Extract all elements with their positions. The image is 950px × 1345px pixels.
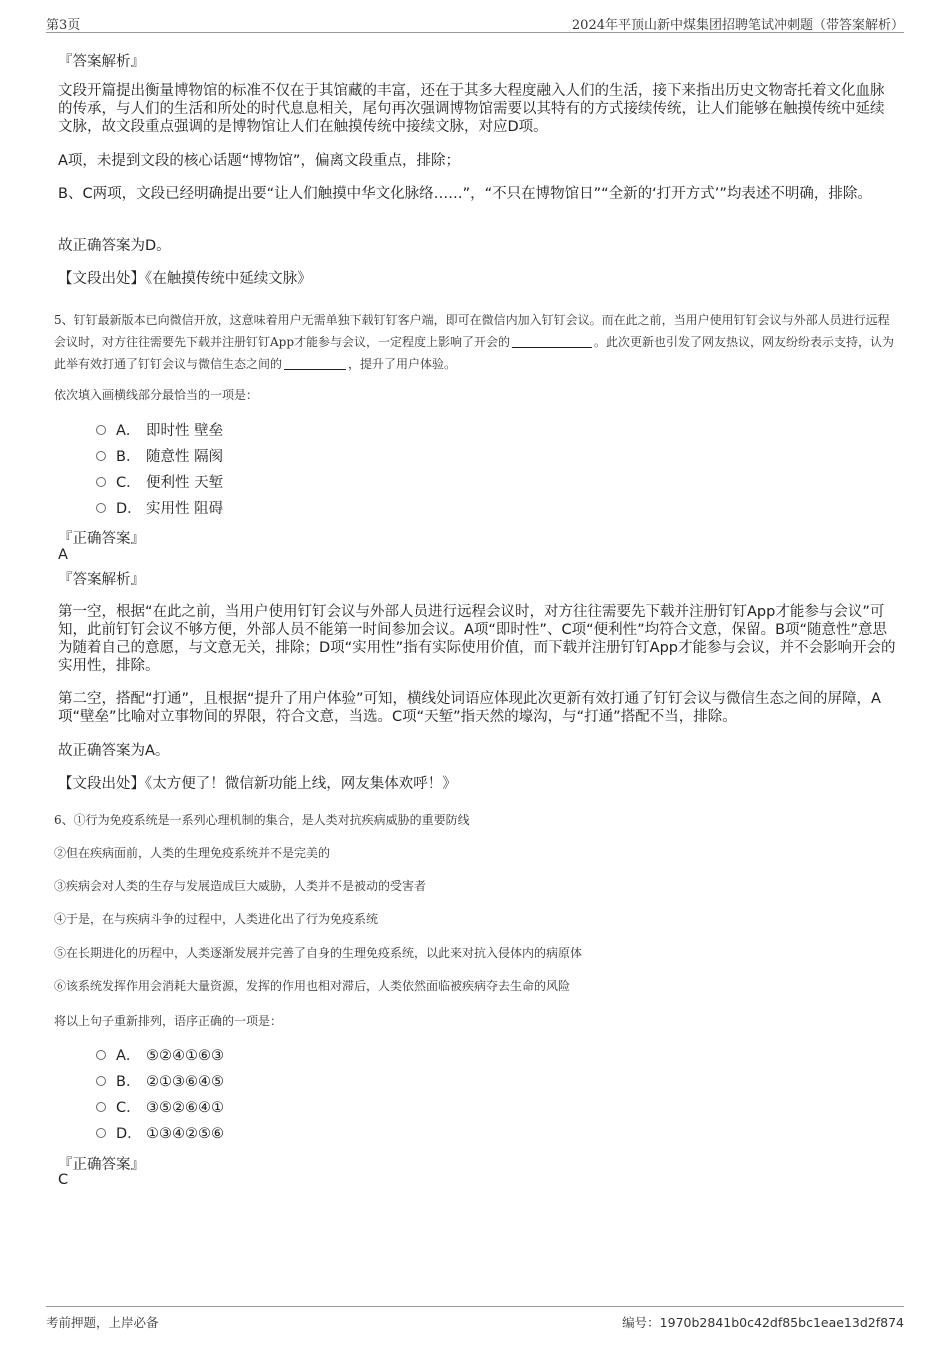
sentence-6: ⑥该系统发挥作用会消耗大量资源，发挥的作用也相对滞后，人类依然面临被疾病夺去生命的风险 (54, 979, 571, 993)
option-d[interactable]: D． 实用性 阻碍 (96, 499, 223, 519)
fill-blank (284, 369, 346, 370)
radio-icon[interactable] (96, 1102, 106, 1112)
option-c[interactable]: C． ③⑤②⑥④① (96, 1098, 224, 1118)
page-number: 第3页 (46, 18, 81, 33)
answer-value: A (58, 547, 68, 563)
radio-icon[interactable] (96, 1050, 106, 1060)
document-title: 2024年平顶山新中煤集团招聘笔试冲刺题（带答案解析） (571, 18, 904, 33)
option-b[interactable]: B． ②①③⑥④⑤ (96, 1072, 224, 1092)
radio-icon[interactable] (96, 503, 106, 513)
question-stem: 5、钉钉最新版本已向微信开放，这意味着用户无需单独下载钉钉客户端，即可在微信内加入钉钉会议。而在此之前，当用户使用钉钉会议与外部人员进行远程会议时，对方往往需要先下载并注册钉钉App才能参与会议，一定程度上影响了开会的 。此次更新也引发了网友热议，网友纷纷表示支持，认为此举有效打通了钉钉会议与微信生态之间的 ，提升了用户体验。 (54, 313, 895, 371)
sentence-5: ⑤在长期进化的历程中，人类逐渐发展并完善了自身的生理免疫系统，以此来对抗入侵体内的病原体 (54, 946, 583, 960)
analysis-paragraph: 第一空，根据“在此之前，当用户使用钉钉会议与外部人员进行远程会议时，对方往往需要先下载并注册钉钉App才能参与会议”可知，此前钉钉会议不够方便，外部人员不能第一时间参加会议。A项“即时性”、C项“便利性”均符合文意，保留。B项“随意性”意思为随着自己的意愿，与文意无关，排除；D项“实用性”指有实际使用价值，而下载并注册钉钉App才能参与会议，并不会影响开会的实用性，排除。 (58, 604, 896, 674)
answer-label: 『正确答案』 (58, 531, 145, 547)
question-instruction: 将以上句子重新排列，语序正确的一项是： (54, 1014, 283, 1028)
option-a[interactable]: A． 即时性 壁垒 (96, 421, 223, 441)
radio-icon[interactable] (96, 451, 106, 461)
option-a[interactable]: A． ⑤②④①⑥③ (96, 1046, 224, 1066)
sentence-1: 6、①行为免疫系统是一系列心理机制的集合，是人类对抗疾病威胁的重要防线 (54, 813, 470, 827)
analysis-paragraph: 文段开篇提出衡量博物馆的标准不仅在于其馆藏的丰富，还在于其多大程度融入人们的生活，接下来指出历史文物寄托着文化血脉的传承，与人们的生活和所处的时代息息相关，尾句再次强调博物馆需要以其特有的方式接续传统，让人们能够在触摸传统中延续文脉，故文段重点强调的是博物馆让人们在触摸传统中接续文脉，对应D项。 (58, 83, 885, 135)
analysis-label: 『答案解析』 (58, 572, 145, 588)
sentence-2: ②但在疾病面前，人类的生理免疫系统并不是完美的 (54, 846, 331, 860)
analysis-paragraph: B、C两项，文段已经明确提出要“让人们触摸中华文化脉络……”，“不只在博物馆日”“全新的‘打开方式’”均表述不明确，排除。 (58, 186, 872, 202)
answer-label: 『正确答案』 (58, 1157, 145, 1173)
radio-icon[interactable] (96, 477, 106, 487)
option-b[interactable]: B． 随意性 隔阂 (96, 447, 223, 467)
analysis-paragraph: A项，未提到文段的核心话题“博物馆”，偏离文段重点，排除； (58, 153, 460, 169)
passage-source: 【文段出处】《太方便了！微信新功能上线，网友集体欢呼！》 (58, 776, 457, 792)
analysis-label: 『答案解析』 (58, 54, 145, 70)
sentence-4: ④于是，在与疾病斗争的过程中，人类进化出了行为免疫系统 (54, 912, 379, 926)
footer-slogan: 考前押题，上岸必备 (46, 1315, 159, 1330)
sentence-3: ③疾病会对人类的生存与发展造成巨大威胁，人类并不是被动的受害者 (54, 879, 427, 893)
radio-icon[interactable] (96, 1128, 106, 1138)
document-id: 编号：1970b2841b0c42df85bc1eae13d2f874 (622, 1315, 904, 1330)
analysis-conclusion: 故正确答案为D。 (58, 238, 171, 254)
option-c[interactable]: C． 便利性 天堑 (96, 473, 223, 493)
radio-icon[interactable] (96, 425, 106, 435)
option-d[interactable]: D． ①③④②⑤⑥ (96, 1124, 224, 1144)
question-instruction: 依次填入画横线部分最恰当的一项是： (54, 388, 259, 402)
answer-value: C (58, 1172, 69, 1188)
analysis-paragraph: 第二空，搭配“打通”，且根据“提升了用户体验”可知，横线处词语应体现此次更新有效打通了钉钉会议与微信生态之间的屏障，A项“壁垒”比喻对立事物间的界限，符合文意，当选。C项“天堑”指天然的壕沟，与“打通”搭配不当，排除。 (58, 691, 881, 725)
page-footer (46, 1306, 904, 1329)
fill-blank (512, 347, 592, 348)
analysis-conclusion: 故正确答案为A。 (58, 743, 170, 759)
passage-source: 【文段出处】《在触摸传统中延续文脉》 (58, 271, 312, 287)
radio-icon[interactable] (96, 1076, 106, 1086)
page-header (46, 12, 904, 33)
